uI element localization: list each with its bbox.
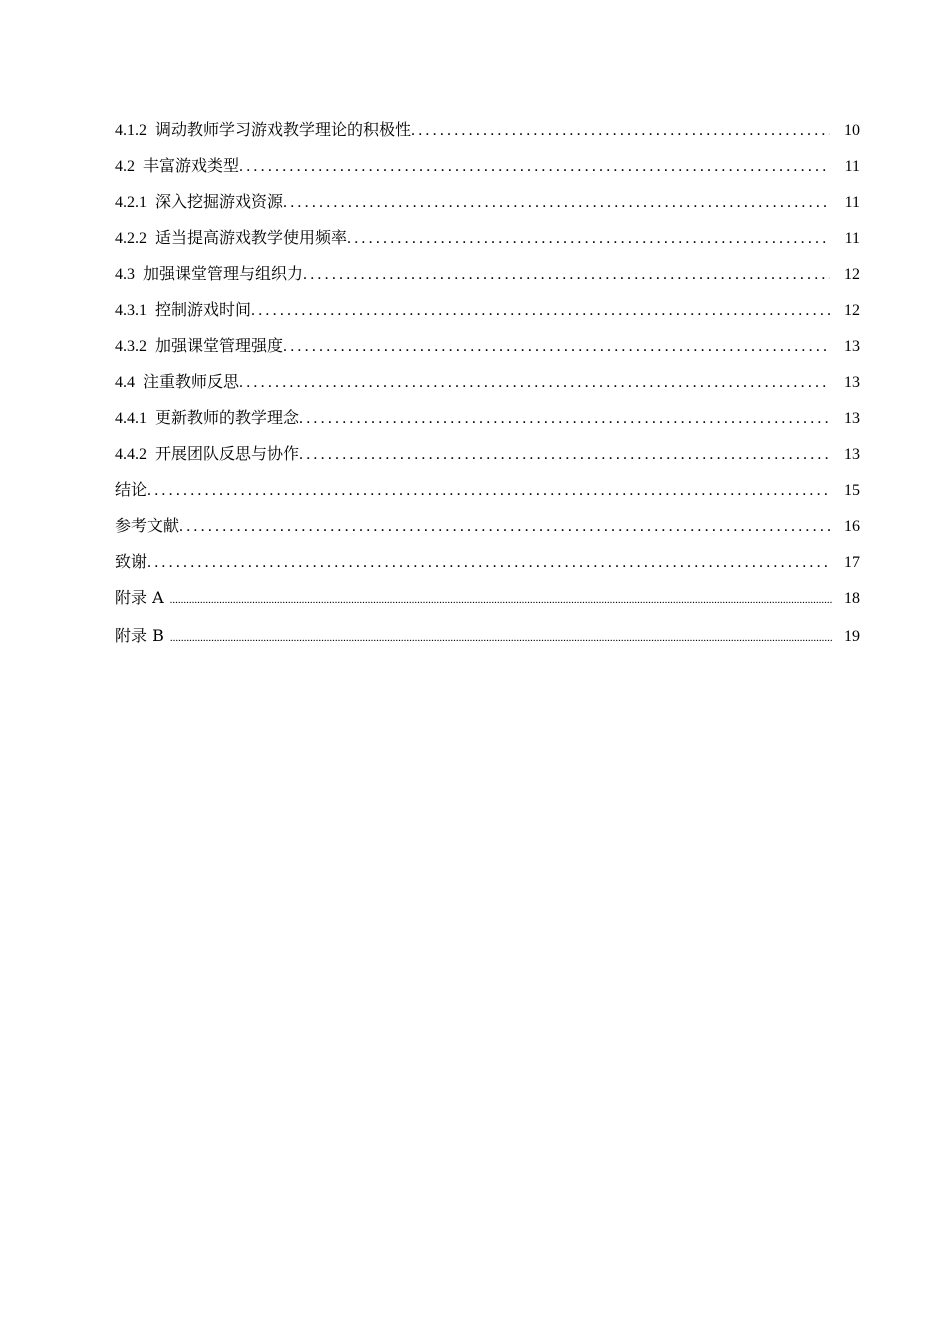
- toc-dot-leader: [170, 624, 832, 652]
- toc-entry-page: 12: [844, 266, 860, 283]
- toc-entry-title: 开展团队反思与协作: [155, 444, 300, 463]
- toc-entry-references[interactable]: [115, 512, 860, 548]
- toc-entry-appendix-a[interactable]: [115, 584, 860, 622]
- toc-entry-page: 13: [844, 410, 860, 427]
- toc-entry-page: 19: [844, 628, 860, 645]
- toc-entry-page: 13: [844, 338, 860, 355]
- toc-entry-number: 4.4.1: [115, 410, 147, 427]
- toc-dot-leader: [283, 333, 830, 361]
- toc-dot-leader: [170, 586, 832, 614]
- toc-entry-number: 4.4: [115, 374, 135, 391]
- toc-entry-number: 4.3.2: [115, 338, 147, 355]
- toc-entry-page: 16: [844, 518, 860, 535]
- toc-entry-title: 调动教师学习游戏教学理论的积极性: [155, 120, 412, 139]
- toc-entry-page: 11: [844, 230, 860, 247]
- toc-entry-page: 17: [844, 554, 860, 571]
- toc-entry-page: 10: [844, 122, 860, 139]
- toc-dot-leader: [147, 477, 830, 505]
- toc-entry-page: 11: [844, 194, 860, 211]
- toc-entry-title: 结论: [115, 480, 148, 499]
- toc-entry-title: 更新教师的教学理念: [155, 408, 300, 427]
- toc-entry-title: 致谢: [115, 552, 148, 571]
- toc-entry-title: 参考文献: [115, 516, 180, 535]
- toc-entry-appendix-b[interactable]: [115, 622, 860, 658]
- toc-dot-leader: [283, 189, 830, 217]
- toc-entry[interactable]: [115, 368, 860, 404]
- toc-dot-leader: [299, 441, 830, 469]
- toc-entry-title: 加强课堂管理强度: [155, 336, 284, 355]
- toc-entry[interactable]: [115, 332, 860, 368]
- toc-entry-number: 4.3.1: [115, 302, 147, 319]
- toc-dot-leader: [239, 369, 830, 397]
- toc-entry-number: 4.2.2: [115, 230, 147, 247]
- toc-entry-title: 适当提高游戏教学使用频率: [155, 228, 348, 247]
- toc-entry-title: 注重教师反思: [143, 372, 240, 391]
- toc-entry[interactable]: [115, 188, 860, 224]
- toc-entry-number: 4.4.2: [115, 446, 147, 463]
- toc-entry[interactable]: [115, 224, 860, 260]
- toc-dot-leader: [303, 261, 830, 289]
- toc-dot-leader: [147, 549, 830, 577]
- toc-entry-title: 附录 B: [115, 626, 164, 645]
- toc-dot-leader: [179, 513, 830, 541]
- table-of-contents: [115, 116, 860, 658]
- toc-entry-page: 13: [844, 446, 860, 463]
- toc-entry-page: 13: [844, 374, 860, 391]
- toc-dot-leader: [251, 297, 830, 325]
- toc-entry-title: 深入挖掘游戏资源: [155, 192, 284, 211]
- toc-entry-title: 丰富游戏类型: [143, 156, 240, 175]
- toc-dot-leader: [299, 405, 830, 433]
- toc-dot-leader: [347, 225, 830, 253]
- toc-entry[interactable]: [115, 152, 860, 188]
- toc-entry-page: 12: [844, 302, 860, 319]
- toc-entry[interactable]: [115, 404, 860, 440]
- toc-dot-leader: [411, 117, 830, 145]
- toc-entry-title: 控制游戏时间: [155, 300, 252, 319]
- toc-entry[interactable]: [115, 296, 860, 332]
- toc-dot-leader: [239, 153, 830, 181]
- toc-entry[interactable]: [115, 260, 860, 296]
- toc-entry-number: 4.2.1: [115, 194, 147, 211]
- toc-entry-page: 11: [844, 158, 860, 175]
- toc-entry[interactable]: [115, 440, 860, 476]
- toc-entry[interactable]: [115, 116, 860, 152]
- toc-entry-page: 15: [844, 482, 860, 499]
- toc-entry-number: 4.3: [115, 266, 135, 283]
- toc-entry-title: 加强课堂管理与组织力: [143, 264, 304, 283]
- toc-entry-number: 4.1.2: [115, 122, 147, 139]
- toc-entry-number: 4.2: [115, 158, 135, 175]
- toc-entry-page: 18: [844, 590, 860, 607]
- toc-entry-conclusion[interactable]: [115, 476, 860, 512]
- toc-entry-acknowledgements[interactable]: [115, 548, 860, 584]
- toc-entry-title: 附录 A: [115, 588, 164, 607]
